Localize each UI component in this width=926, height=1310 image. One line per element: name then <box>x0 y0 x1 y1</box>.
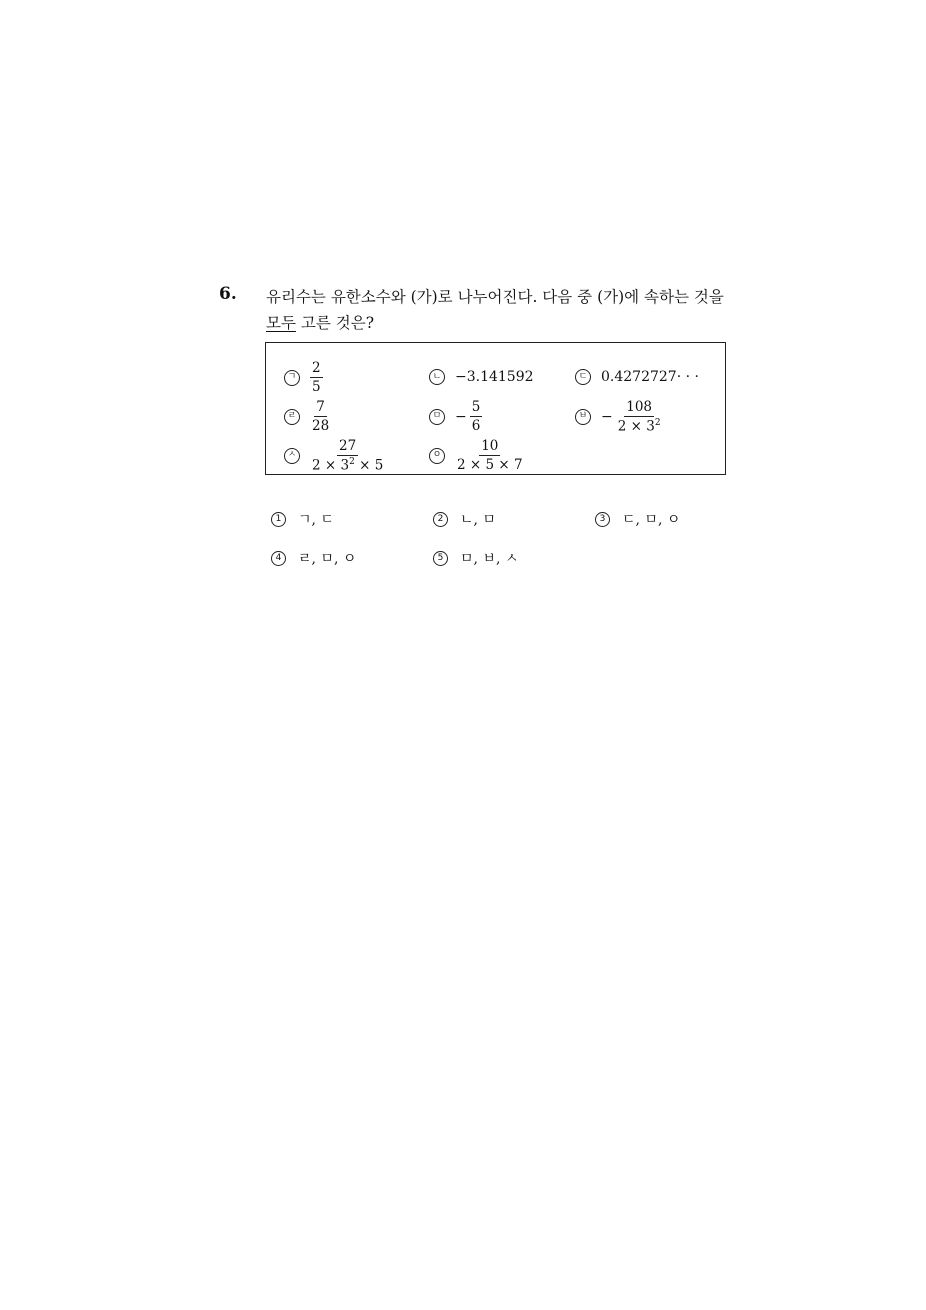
choice-number: 1 <box>271 512 286 527</box>
item-label: ㄹ <box>284 409 300 425</box>
fraction <box>310 399 331 434</box>
choice-5[interactable] <box>433 548 518 568</box>
item-5 <box>429 399 482 434</box>
item-label: ㄷ <box>575 369 591 385</box>
item-4 <box>284 399 331 434</box>
item-label: ㅂ <box>575 409 591 425</box>
choice-text: ㄷ, ㅁ, ㅇ <box>622 512 681 528</box>
choice-number: 4 <box>271 551 286 566</box>
minus-sign: − <box>455 408 467 425</box>
question-text-line1: 유리수는 유한소수와 (가)로 나누어진다. 다음 중 (가)에 속하는 것을 <box>266 288 724 306</box>
item-1 <box>284 360 323 395</box>
choice-number: 3 <box>595 512 610 527</box>
numerator: 10 <box>479 438 500 456</box>
denominator: 28 <box>312 418 330 435</box>
item-3 <box>575 369 699 385</box>
choice-number: 2 <box>433 512 448 527</box>
choice-text: ㄴ, ㅁ <box>460 512 496 528</box>
fraction <box>310 438 385 474</box>
question-text-line2 <box>266 311 374 333</box>
choice-3[interactable] <box>595 509 680 529</box>
question-number: 6. <box>219 284 237 304</box>
question-text-rest: 고른 것은? <box>295 314 375 332</box>
item-value: 0.4272727· · · <box>601 369 699 385</box>
item-2 <box>429 369 534 385</box>
numerator: 5 <box>470 399 483 417</box>
choice-text: ㄱ, ㄷ <box>298 512 334 528</box>
item-value: −3.141592 <box>455 369 534 385</box>
item-6 <box>575 399 663 435</box>
fraction <box>470 399 483 434</box>
denominator: 6 <box>471 418 481 435</box>
numerator: 27 <box>337 438 358 456</box>
denominator: 2 × 5 × 7 <box>457 457 523 474</box>
item-label: ㅁ <box>429 409 445 425</box>
denominator: 5 <box>312 379 321 396</box>
denominator: $2 \times 3^2 \times 5$ <box>312 457 384 474</box>
numerator: 2 <box>310 360 323 378</box>
item-8 <box>429 438 525 473</box>
fraction <box>310 360 323 395</box>
choice-text: ㅁ, ㅂ, ㅅ <box>460 551 519 567</box>
denominator: $2 \times 3^2$ <box>617 418 661 435</box>
numerator: 108 <box>624 399 654 417</box>
fraction <box>455 438 525 473</box>
item-label: ㅇ <box>429 448 445 464</box>
choice-text: ㄹ, ㅁ, ㅇ <box>298 551 357 567</box>
emphasis-text: 모두 <box>266 314 296 332</box>
choice-1[interactable] <box>271 509 334 529</box>
choice-2[interactable] <box>433 509 496 529</box>
fraction <box>616 399 663 435</box>
item-label: ㄱ <box>284 370 300 386</box>
item-label: ㄴ <box>429 369 445 385</box>
item-label: ㅅ <box>284 448 300 464</box>
items-box <box>265 342 726 475</box>
choice-4[interactable] <box>271 548 356 568</box>
numerator: 7 <box>314 399 327 417</box>
item-7 <box>284 438 385 474</box>
choice-number: 5 <box>433 551 448 566</box>
minus-sign: − <box>601 408 613 425</box>
